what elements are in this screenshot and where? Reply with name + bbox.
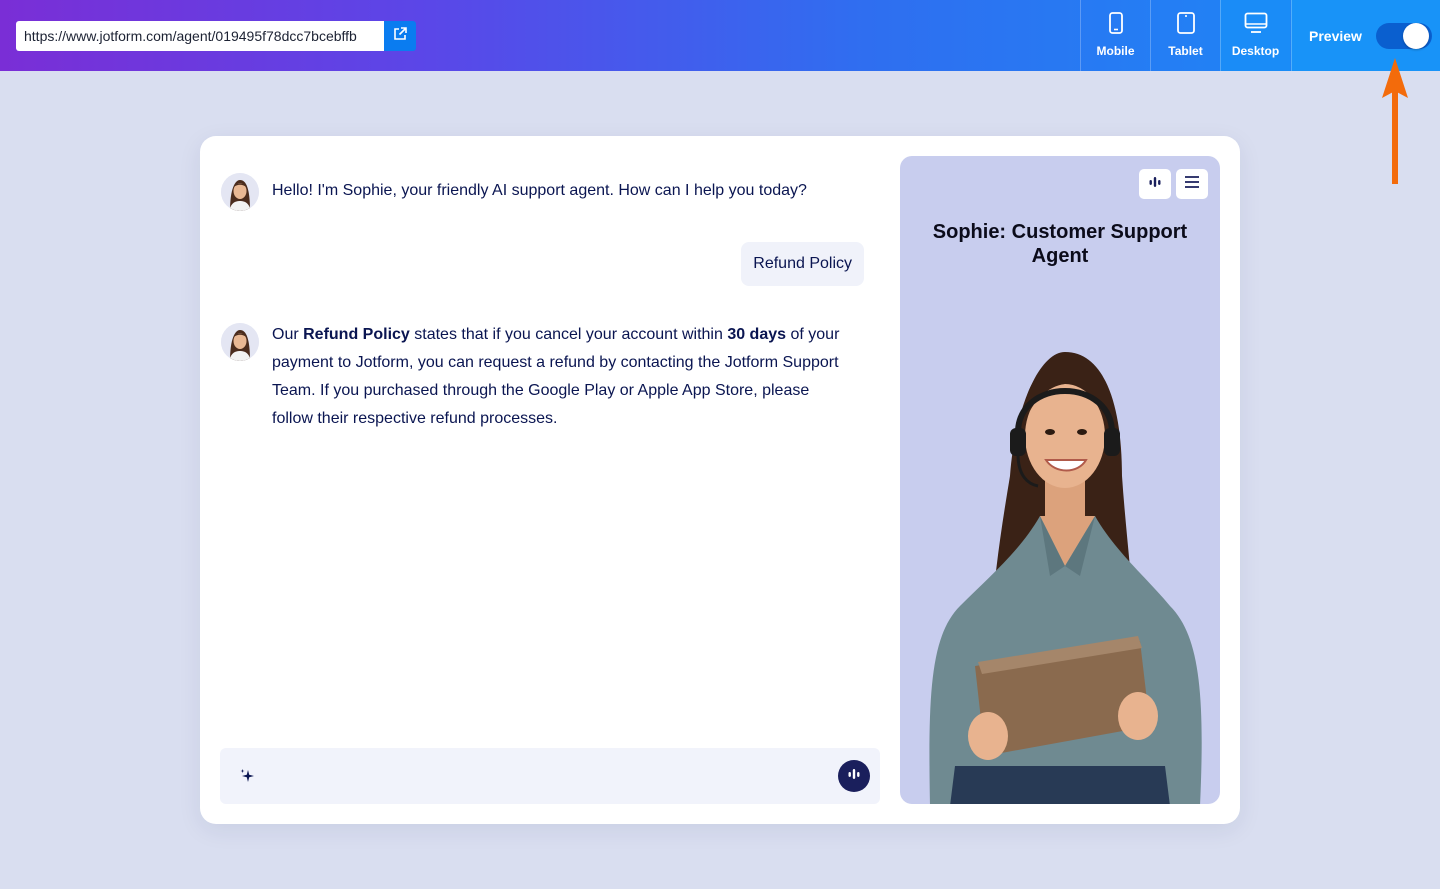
agent-preview-card	[200, 136, 1240, 824]
device-switcher	[1080, 0, 1290, 71]
agent-greeting-message: Hello! I'm Sophie, your friendly AI support agent. How can I help you today?	[272, 182, 807, 199]
desktop-icon	[1244, 12, 1268, 37]
device-tablet-label: Tablet	[1168, 44, 1203, 58]
device-mobile-label: Mobile	[1096, 44, 1135, 58]
tablet-icon	[1177, 12, 1195, 37]
user-message-bubble: Refund Policy	[741, 242, 864, 286]
annotation-arrow	[1380, 58, 1412, 191]
top-toolbar	[0, 0, 1440, 71]
reply-text: states that if you cancel your account within	[409, 326, 728, 343]
voice-wave-icon	[847, 767, 861, 786]
reply-bold-refund-policy: Refund Policy	[303, 326, 410, 343]
agent-profile-panel	[900, 156, 1220, 804]
reply-text: Our	[272, 326, 304, 343]
sparkle-icon[interactable]	[239, 768, 255, 789]
open-url-button[interactable]	[384, 21, 416, 51]
preview-toggle-area	[1291, 0, 1440, 71]
voice-button[interactable]	[838, 760, 870, 792]
agent-portrait-image	[900, 336, 1220, 804]
voice-mode-button[interactable]	[1139, 169, 1171, 199]
device-desktop-label: Desktop	[1231, 44, 1280, 58]
agent-avatar	[221, 323, 259, 361]
chat-input-bar[interactable]	[220, 748, 880, 804]
voice-wave-icon	[1148, 175, 1162, 194]
open-external-icon	[392, 26, 408, 47]
preview-label: Preview	[1309, 28, 1362, 44]
mobile-icon	[1109, 12, 1123, 37]
toggle-knob	[1403, 23, 1429, 49]
chat-area	[220, 156, 880, 804]
agent-reply-message	[272, 321, 852, 433]
menu-icon	[1184, 175, 1200, 194]
agent-avatar	[221, 173, 259, 211]
device-tablet-button[interactable]	[1150, 0, 1220, 71]
preview-toggle[interactable]	[1376, 23, 1432, 49]
menu-button[interactable]	[1176, 169, 1208, 199]
agent-url-field[interactable]: https://www.jotform.com/agent/019495f78dcc7bcebffb	[16, 21, 384, 51]
agent-title: Sophie: Customer Support Agent	[932, 221, 1188, 267]
device-mobile-button[interactable]	[1080, 0, 1150, 71]
reply-text: of your payment to Jotform, you can request a refund by contacting the Jotform Support Team. If you purchased through the Google Play or Apple App Store, please follow their respective refund processes.	[272, 326, 840, 427]
reply-bold-30-days: 30 days	[727, 326, 787, 343]
device-desktop-button[interactable]	[1220, 0, 1290, 71]
